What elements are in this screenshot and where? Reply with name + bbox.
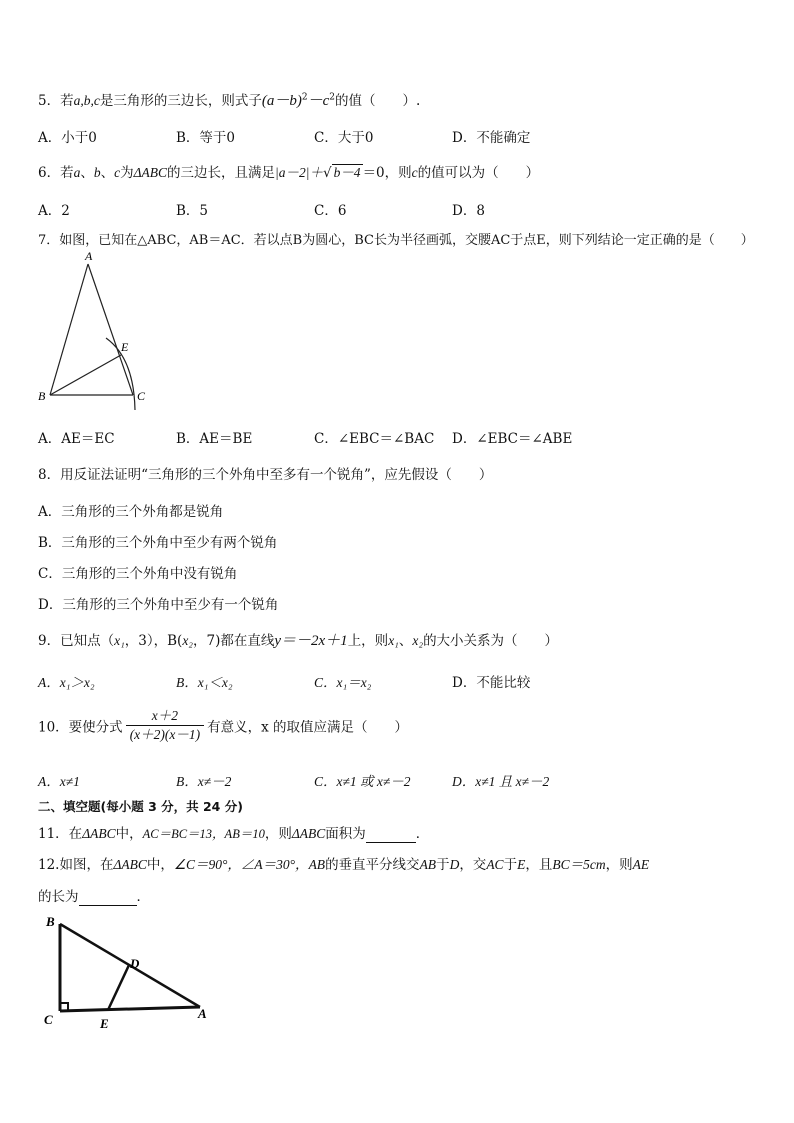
q6-eq: ＝0，则 [362,165,412,181]
q9-e: 的大小关系为（ ） [423,633,559,649]
q9-b: ，3），B( [124,633,183,649]
q5-c-sup: 2 [329,92,335,103]
question-6-stem: 6．若a、b、c为ΔABC的三边长，且满足|a－2|＋√ b－4 ＝0，则c的值可以为（ ） [38,165,540,181]
q6-abs-expr: |a－2|＋ [275,165,323,180]
q12-a: 12.如图，在 [38,857,114,873]
q7-label-b: B [38,389,46,403]
q6-sep2: 、 [100,165,115,181]
q9-option-a[interactable]: A．x₁＞x₂ [38,675,95,690]
q10-suffix: 有意义，x 的取值应满足（ ） [207,719,409,736]
q10-option-c[interactable]: C．x≠1 或 x≠－2 [314,774,411,789]
q11-mid: 中， [115,826,143,842]
q12-line2-text: 的长为 [38,889,79,905]
q5-option-b[interactable]: B．等于0 [176,130,236,146]
q5-vars: a,b,c [73,93,100,108]
q12-d-text: 于 [436,857,450,873]
q5-suffix: 的值（ ）. [334,93,421,109]
q12-b: 中， [146,857,174,873]
q6-mid: 为 [120,165,134,181]
q6-option-d[interactable]: D．8 [452,203,485,219]
q6-prefix: 6．若 [38,165,74,181]
q6-triangle: ΔABC [133,165,168,180]
q6-suffix: 的值可以为（ ） [417,165,540,181]
q12-label-d: D [130,956,140,971]
q9-option-d[interactable]: D．不能比较 [452,675,531,691]
q12-label-c: C [44,1012,53,1027]
q5-option-c[interactable]: C．大于0 [314,130,374,146]
q7-option-d[interactable]: D．∠EBC＝∠ABE [452,431,573,447]
q11-suffix: 面积为 [325,826,366,842]
q12-d: D [449,857,460,872]
q10-denominator: (x＋2)(x－1) [129,727,201,742]
q9-c: ，7)都在直线 [193,633,275,649]
q8-option-d[interactable]: D．三角形的三个外角中至少有一个锐角 [38,597,279,613]
q7-option-b[interactable]: B．AE＝BE [176,431,253,447]
q5-prefix: 5．若 [38,93,74,109]
q11-triangle2: ΔABC [291,826,326,841]
q12-h-text: ，则 [605,857,633,873]
q6-var-b: b [93,165,101,180]
section-2-title: 二、填空题(每小题 3 分，共 24 分) [38,799,243,814]
q6-var-c: c [114,165,121,180]
q12-ae: AE [632,857,650,872]
q12-e-text: ，交 [459,857,487,873]
q7-side-ab [50,264,88,395]
q7-option-c[interactable]: C．∠EBC＝∠BAC [314,431,435,447]
q12-answer-blank[interactable] [79,889,137,906]
q12-label-b: B [46,914,55,929]
q7-figure [30,248,160,418]
q12-triangle: ΔABC [113,857,147,872]
q9-x2: x₂ [182,633,193,648]
q5-expr-c: －c [307,93,330,109]
q10-numerator: x＋2 [126,707,204,726]
q12-e: E [517,857,526,872]
question-10-stem [38,707,408,744]
question-5-stem [38,89,420,110]
q10-option-b[interactable]: B．x≠－2 [176,774,232,789]
q8-option-b[interactable]: B．三角形的三个外角中至少有两个锐角 [38,535,278,551]
q6-cvar: c [411,165,418,180]
q5-option-d[interactable]: D．不能确定 [452,130,531,146]
q6-var-a: a [73,165,81,180]
q12-ab2: AB [419,857,437,872]
q12-bc: BC＝5cm [552,857,606,872]
q5-mid: 是三角形的三边长，则式子 [99,93,262,109]
question-12-line1 [38,853,649,873]
q10-fraction [126,707,204,744]
q10-option-a[interactable]: A．x≠1 [38,774,80,789]
q6-option-c[interactable]: C．6 [314,203,347,219]
q5-expr-sup: 2 [301,92,308,103]
question-8-stem: 8．用反证法证明“三角形的三个外角中至多有一个锐角”，应先假设（ ） [38,467,493,483]
q12-ab: AB [308,857,326,872]
q9-d: 上，则 [347,633,389,649]
question-11-stem [38,822,429,843]
q12-side-ca [60,1007,200,1011]
q12-ac: AC [486,857,504,872]
q9-a: 9．已知点（ [38,633,115,649]
q12-segment-de [108,965,129,1010]
q10-prefix: 10．要使分式 [38,719,123,736]
q5-expr: (a－b) [261,93,302,109]
q7-side-ac [88,264,133,395]
q9-x2b: x₂ [412,633,424,648]
q12-g-text: ，且 [525,857,553,873]
q9-option-b[interactable]: B．x₁＜x₂ [176,675,233,690]
q9-x1: x₁ [114,633,125,648]
question-9-stem [38,629,558,650]
q12-condition: ∠C＝90°，∠A＝30°， [173,857,309,872]
q12-c: 的垂直平分线交 [325,857,420,873]
q6-option-b[interactable]: B．5 [176,203,209,219]
q11-condition: AC＝BC＝13，AB＝10 [142,827,265,841]
q11-prefix: 11．在 [38,826,83,842]
q5-option-a[interactable]: A．小于0 [38,130,97,146]
question-7-stem: 7．如图，已知在△ABC，AB＝AC．若以点B为圆心，BC长为半径画弧，交腰AC于点E，则下列结论一定正确的是（ ） [38,233,754,248]
q11-answer-blank[interactable] [366,826,416,843]
q12-f-text: 于 [503,857,518,873]
q12-end: ． [136,889,150,905]
q12-label-a: A [198,1006,207,1021]
q12-label-e: E [100,1016,109,1031]
q6-option-a[interactable]: A．2 [38,203,70,219]
q7-label-a: A [85,249,93,263]
q8-option-a[interactable]: A．三角形的三个外角都是锐角 [38,504,224,520]
q9-option-c[interactable]: C．x₁＝x₂ [314,675,372,690]
q11-end: ． [415,826,430,842]
q10-option-d[interactable]: D．x≠1 且 x≠－2 [452,774,550,789]
q9-x1b: x₁ [388,633,399,648]
q12-figure [40,908,220,1033]
q6-sep1: 、 [80,165,94,181]
q7-label-c: C [137,389,146,403]
question-12-line2 [38,885,150,906]
q8-option-c[interactable]: C．三角形的三个外角中没有锐角 [38,566,238,582]
q9-line-eq: y＝－2x＋1 [274,633,348,649]
q7-label-e: E [121,340,129,354]
q7-segment-be [50,355,121,395]
q7-option-a[interactable]: A．AE＝EC [38,431,115,447]
q6-mid2: 的三边长，且满足 [167,165,276,181]
q9-sep: 、 [398,633,413,649]
q11-triangle: ΔABC [82,826,116,841]
q11-mid2: ，则 [264,826,292,842]
q6-sqrt-expr: b－4 [333,165,361,180]
